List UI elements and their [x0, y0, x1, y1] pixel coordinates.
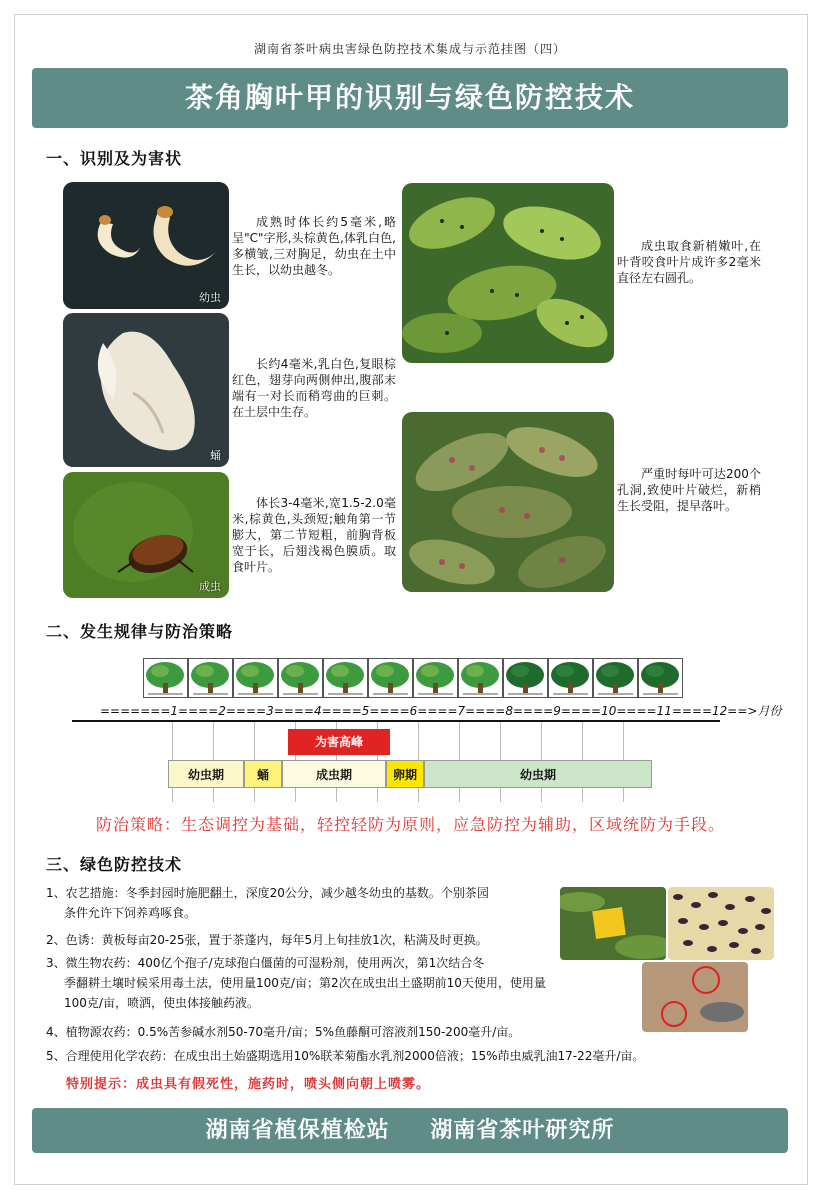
pupa-desc: 长约4毫米,乳白色,复眼棕红色，翅芽向两侧伸出,腹部末端有一对长而稍弯曲的巨刺。在土层中生存。: [232, 357, 396, 419]
adult-photo: [63, 472, 229, 598]
damage-photo-2: [402, 412, 614, 592]
section2-heading: 二、发生规律与防治策略: [46, 622, 234, 641]
tree-icon: [278, 658, 323, 698]
tree-icon: [548, 658, 593, 698]
month-axis: =======1====2====3====4====5====6====7====8====9====10====11====12==>月份: [100, 704, 782, 718]
footer-banner: [32, 1108, 788, 1153]
pupa-label: 蛹: [210, 449, 221, 462]
larva-desc: 成熟时体长约5毫米,略呈"C"字形,头棕黄色,体乳白色,多横皱,三对胸足，幼虫在土中生长，以幼虫越冬。: [232, 215, 396, 277]
tree-icon: [503, 658, 548, 698]
series-title: 湖南省茶叶病虫害绿色防控技术集成与示范挂图（四）: [253, 42, 566, 56]
section3-heading: 三、绿色防控技术: [46, 855, 183, 874]
tech-item-2: 2、色诱：黄板每亩20-25张，置于茶蓬内，每年5月上旬挂放1次，粘满及时更换。: [46, 933, 488, 947]
pupa-photo: [63, 313, 229, 467]
tech-item-1-line2: 条件允许下饲养鸡啄食。: [64, 906, 197, 920]
tree-icon: [368, 658, 413, 698]
stage-egg: 卵期: [386, 760, 424, 788]
tech-item-1-line1: 1、农艺措施：冬季封园时施肥翻土，深度20公分，减少越冬幼虫的基数。个别茶园: [46, 886, 489, 900]
tech-item-1: [46, 883, 556, 923]
section1-heading: 一、识别及为害状: [46, 149, 183, 168]
tech-item-3-line1: 3、微生物农药：400亿个孢子/克球孢白僵菌的可湿粉剂，使用两次，第1次结合冬: [46, 956, 485, 970]
damage-photo-1: [402, 183, 614, 363]
damage-peak-bar: 为害高峰: [288, 729, 390, 755]
adult-desc: 体长3-4毫米,宽1.5-2.0毫米,棕黄色,头颈短;触角第一节膨大，第二节短粗，前胸背板宽于长，后翅浅褐色膜质。取食叶片。: [232, 496, 396, 574]
tree-icon: [593, 658, 638, 698]
tech-item-3-line2: 季翻耕土壤时候采用毒土法，使用量100克/亩；第2次在成虫出土盛期前10天使用，使用量: [64, 976, 546, 990]
soil-treatment-photo: [642, 962, 748, 1032]
stage-larva-early: 幼虫期: [168, 760, 244, 788]
larva-label: 幼虫: [199, 291, 221, 304]
damage-desc-2: 严重时每叶可达200个孔洞,致使叶片破烂，新梢生长受阻，提早落叶。: [617, 467, 761, 513]
tech-item-4: 4、植物源农药：0.5%苦参碱水剂50-70毫升/亩；5%鱼藤酮可溶液剂150-200毫升/亩。: [46, 1025, 521, 1039]
tree-icon: [143, 658, 188, 698]
main-title: 茶角胸叶甲的识别与绿色防控技术: [184, 81, 635, 114]
footer-org-2: 湖南省茶叶研究所: [430, 1118, 615, 1143]
tree-icon: [413, 658, 458, 698]
main-title-banner: [32, 68, 788, 128]
tree-icon: [233, 658, 278, 698]
control-strategy: 防治策略：生态调控为基础，轻控轻防为原则，应急防控为辅助，区域统防为手段。: [96, 815, 726, 834]
special-tip: 特别提示：成虫具有假死性，施药时，喷头侧向朝上喷雾。: [66, 1077, 431, 1092]
tech-item-3-line3: 100克/亩，喷洒，使虫体接触药液。: [64, 996, 259, 1010]
stage-pupa: 蛹: [244, 760, 282, 788]
footer-org-1: 湖南省植保植检站: [205, 1118, 390, 1143]
tree-icon: [188, 658, 233, 698]
damage-desc-1: 成虫取食新梢嫩叶,在叶背咬食叶片成许多2毫米直径左右圆孔。: [617, 239, 761, 285]
caught-beetles-photo: [668, 887, 774, 960]
stage-adult: 成虫期: [282, 760, 386, 788]
stage-larva-late: 幼虫期: [424, 760, 652, 788]
tree-icon: [323, 658, 368, 698]
tech-item-3: [46, 953, 636, 1013]
tree-icon: [458, 658, 503, 698]
larva-photo: [63, 182, 229, 309]
tree-icon: [638, 658, 683, 698]
adult-label: 成虫: [199, 580, 221, 593]
tech-item-5: 5、合理使用化学农药：在成虫出土始盛期选用10%联苯菊酯水乳剂2000倍液；15%茚虫威乳油17-22毫升/亩。: [46, 1049, 645, 1063]
yellow-trap-photo: [560, 887, 666, 960]
